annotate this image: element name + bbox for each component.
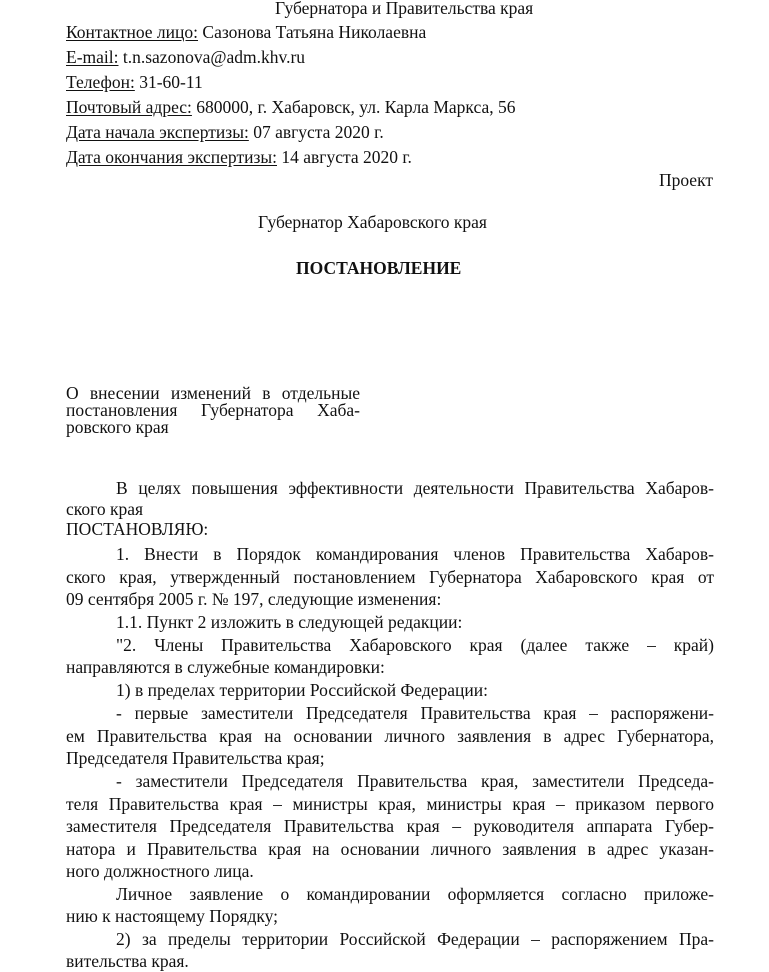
- body-line: ского края, утвержденный постановлением Губернатора Хабаровского края от: [66, 567, 714, 587]
- contact-person: [66, 21, 426, 43]
- body-line: 1) в пределах территории Российской Федерации:: [116, 680, 488, 700]
- subject-line: О внесении изменений в отдельные: [66, 383, 360, 403]
- expertise-end-label: Дата окончания экспертизы:: [66, 147, 277, 167]
- authority-title: Губернатор Хабаровского края: [258, 212, 487, 232]
- body-line: 09 сентября 2005 г. № 197, следующие изменения:: [66, 589, 442, 609]
- contact-email-value: t.n.sazonova@adm.khv.ru: [118, 47, 306, 67]
- body-line: направляются в служебные командировки:: [66, 657, 385, 677]
- body-line: - первые заместители Председателя Правительства края – распоряжени-: [116, 703, 714, 723]
- body-line: Личное заявление о командировании оформляется согласно приложе-: [116, 884, 714, 904]
- body-line: вительства края.: [66, 951, 189, 971]
- body-line: ного должностного лица.: [66, 861, 254, 881]
- document-type-title: ПОСТАНОВЛЕНИЕ: [296, 258, 462, 278]
- body-line: В целях повышения эффективности деятельности Правительства Хабаров-: [116, 478, 714, 498]
- expertise-start-value: 07 августа 2020 г.: [248, 122, 384, 142]
- document-subject: [66, 385, 360, 436]
- body-line: натора и Правительства края на основании личного заявления в адрес указан-: [66, 839, 714, 859]
- contact-person-label: Контактное лицо:: [66, 22, 199, 42]
- subject-line: ровского края: [66, 417, 169, 437]
- body-line: - заместители Председателя Правительства края, заместители Председа-: [116, 771, 714, 791]
- expertise-start-label: Дата начала экспертизы:: [66, 122, 249, 142]
- header-top-line: Губернатора и Правительства края: [275, 0, 534, 18]
- contact-phone-label: Телефон:: [66, 72, 135, 92]
- expertise-end-value: 14 августа 2020 г.: [277, 147, 412, 167]
- contact-address-value: 680000, г. Хабаровск, ул. Карла Маркса, 56: [191, 97, 516, 117]
- subject-line: постановления Губернатора Хаба-: [66, 400, 360, 420]
- decree-word: ПОСТАНОВЛЯЮ:: [66, 519, 209, 539]
- body-line: ского края: [66, 499, 144, 519]
- body-line: "2. Члены Правительства Хабаровского края (далее также – край): [116, 635, 714, 655]
- contact-address: [66, 96, 515, 118]
- contact-person-value: Сазонова Татьяна Николаевна: [198, 22, 427, 42]
- body-line: ем Правительства края на основании личного заявления в адрес Губернатора,: [66, 726, 714, 746]
- body-line: нию к настоящему Порядку;: [66, 906, 279, 926]
- project-label: Проект: [658, 170, 713, 190]
- contact-email: [66, 46, 305, 68]
- expertise-start: [66, 121, 384, 143]
- expertise-end: [66, 146, 412, 168]
- body-line: заместителя Председателя Правительства края – руководителя аппарата Губер-: [66, 816, 714, 836]
- body-line: 1. Внести в Порядок командирования членов Правительства Хабаров-: [116, 544, 714, 564]
- contact-phone: [66, 71, 203, 93]
- body-line: Председателя Правительства края;: [66, 748, 325, 768]
- body-line: 1.1. Пункт 2 изложить в следующей редакции:: [116, 612, 463, 632]
- body-line: 2) за пределы территории Российской Федерации – распоряжением Пра-: [116, 929, 714, 949]
- contact-address-label: Почтовый адрес:: [66, 97, 192, 117]
- contact-email-label: E-mail:: [66, 47, 119, 67]
- contact-phone-value: 31-60-11: [134, 72, 203, 92]
- body-line: теля Правительства края – министры края, министры края – приказом первого: [66, 794, 714, 814]
